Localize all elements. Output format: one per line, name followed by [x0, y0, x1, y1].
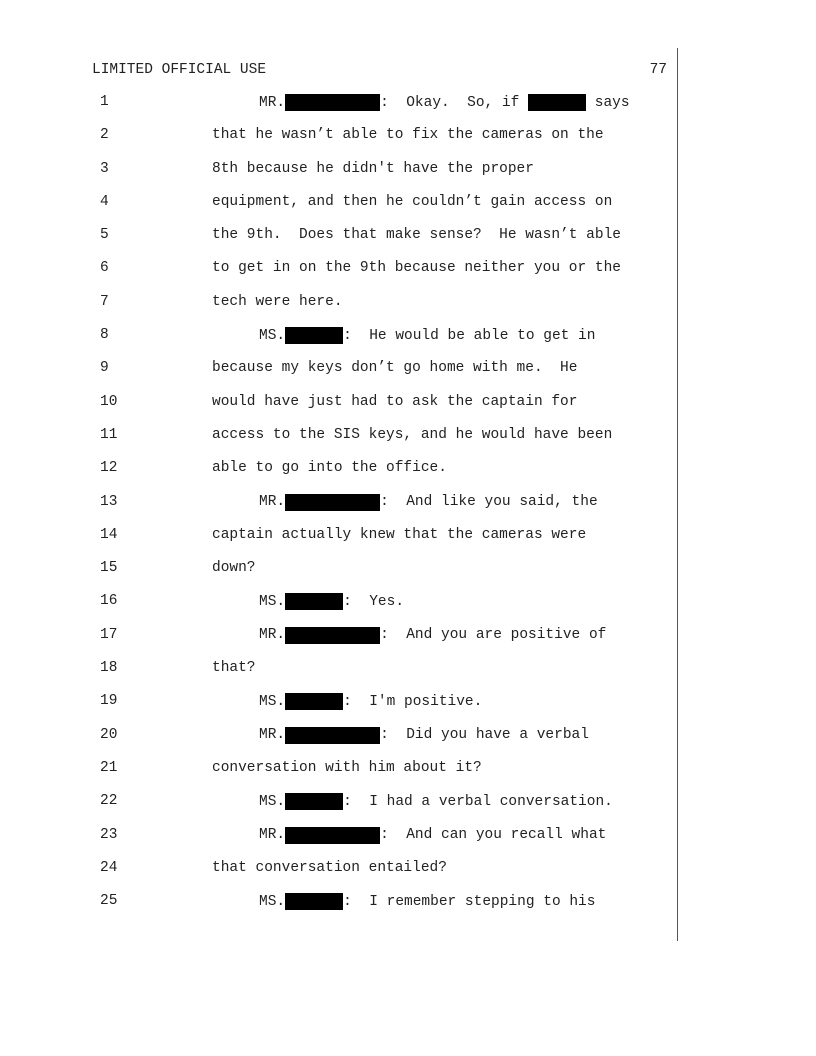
speech-text: : I'm positive. [343, 693, 483, 710]
transcript-line [0, 593, 816, 626]
speaker-title: MR. [259, 94, 286, 111]
transcript-line [0, 161, 816, 194]
line-number: 6 [100, 260, 109, 277]
line-number: 20 [100, 726, 118, 743]
transcript-line [0, 127, 816, 160]
speech-text: : Yes. [343, 593, 405, 610]
continuation-text: conversation with him about it? [212, 759, 482, 776]
classification-label: LIMITED OFFICIAL USE [92, 62, 267, 78]
line-number: 10 [100, 393, 118, 410]
transcript-line [0, 527, 816, 560]
continuation-text: that conversation entailed? [212, 859, 447, 876]
transcript-line [0, 360, 816, 393]
transcript-line [0, 294, 816, 327]
line-number: 13 [100, 493, 118, 510]
line-number: 18 [100, 660, 118, 677]
redaction-block [285, 94, 380, 111]
line-number: 4 [100, 193, 109, 210]
speaker-line [259, 827, 606, 844]
line-number: 8 [100, 327, 109, 344]
line-number: 1 [100, 94, 109, 110]
line-number: 9 [100, 360, 109, 377]
speaker-title: MS. [259, 593, 286, 610]
continuation-text: 8th because he didn't have the proper [212, 160, 534, 177]
transcript-line [0, 260, 816, 293]
page-number: 77 [649, 62, 667, 78]
speaker-line [259, 593, 404, 610]
transcript-line [0, 327, 816, 360]
continuation-text: because my keys don’t go home with me. He [212, 360, 578, 377]
line-number: 11 [100, 426, 118, 443]
continuation-text: that? [212, 660, 256, 677]
transcript-line [0, 494, 816, 527]
transcript-line [0, 460, 816, 493]
line-number: 5 [100, 227, 109, 244]
speech-text: : Okay. So, if [380, 94, 529, 111]
speech-text: : Did you have a verbal [380, 727, 589, 744]
transcript-line [0, 727, 816, 760]
speaker-line [259, 693, 482, 710]
redaction-block [285, 327, 343, 344]
speech-text: : And can you recall what [380, 827, 607, 844]
line-number: 17 [100, 626, 118, 643]
transcript-line [0, 760, 816, 793]
speaker-title: MR. [259, 727, 286, 744]
redaction-block [285, 793, 343, 810]
speaker-title: MR. [259, 627, 286, 644]
page-header [92, 62, 667, 80]
redaction-block [285, 627, 380, 644]
transcript-line [0, 194, 816, 227]
line-number: 3 [100, 160, 109, 177]
continuation-text: access to the SIS keys, and he would have been [212, 426, 613, 443]
transcript-line [0, 94, 816, 127]
speaker-line [259, 793, 613, 810]
line-number: 14 [100, 526, 118, 543]
speaker-line [259, 94, 630, 111]
line-number: 23 [100, 826, 118, 843]
transcript-line [0, 893, 816, 926]
speaker-line [259, 327, 595, 344]
transcript-line [0, 860, 816, 893]
redaction-block [285, 494, 380, 511]
redaction-block [285, 593, 343, 610]
redaction-block [528, 94, 586, 111]
line-number: 25 [100, 893, 118, 910]
speaker-title: MS. [259, 793, 286, 810]
redaction-block [285, 827, 380, 844]
speech-text: : I had a verbal conversation. [343, 793, 613, 810]
continuation-text: captain actually knew that the cameras were [212, 526, 587, 543]
continuation-text: equipment, and then he couldn’t gain access on [212, 193, 613, 210]
speech-text: : And like you said, the [380, 494, 598, 511]
speaker-title: MS. [259, 893, 286, 910]
line-number: 2 [100, 127, 109, 144]
transcript-line [0, 693, 816, 726]
speaker-title: MR. [259, 494, 286, 511]
speaker-line [259, 627, 606, 644]
line-number: 16 [100, 593, 118, 610]
line-number: 15 [100, 560, 118, 577]
speech-text: : He would be able to get in [343, 327, 596, 344]
transcript-lines [0, 94, 816, 926]
line-number: 24 [100, 859, 118, 876]
continuation-text: able to go into the office. [212, 460, 447, 477]
continuation-text: down? [212, 560, 256, 577]
continuation-text: to get in on the 9th because neither you or the [212, 260, 621, 277]
transcript-line [0, 560, 816, 593]
transcript-line [0, 427, 816, 460]
speaker-line [259, 727, 589, 744]
transcript-line [0, 627, 816, 660]
line-number: 19 [100, 693, 118, 710]
transcript-line [0, 660, 816, 693]
redaction-block [285, 693, 343, 710]
speaker-line [259, 494, 598, 511]
redaction-block [285, 893, 343, 910]
speech-text: says [586, 94, 630, 111]
continuation-text: the 9th. Does that make sense? He wasn’t able [212, 227, 621, 244]
speech-text: : And you are positive of [380, 627, 607, 644]
line-number: 21 [100, 759, 118, 776]
continuation-text: would have just had to ask the captain for [212, 393, 578, 410]
transcript-line [0, 793, 816, 826]
speaker-title: MS. [259, 693, 286, 710]
line-number: 12 [100, 460, 118, 477]
speaker-title: MS. [259, 327, 286, 344]
speaker-line [259, 893, 595, 910]
redaction-block [285, 727, 380, 744]
line-number: 22 [100, 793, 118, 810]
continuation-text: that he wasn’t able to fix the cameras on the [212, 127, 604, 144]
speaker-title: MR. [259, 827, 286, 844]
speech-text: : I remember stepping to his [343, 893, 596, 910]
transcript-line [0, 827, 816, 860]
continuation-text: tech were here. [212, 293, 343, 310]
line-number: 7 [100, 293, 109, 310]
transcript-line [0, 227, 816, 260]
transcript-line [0, 394, 816, 427]
